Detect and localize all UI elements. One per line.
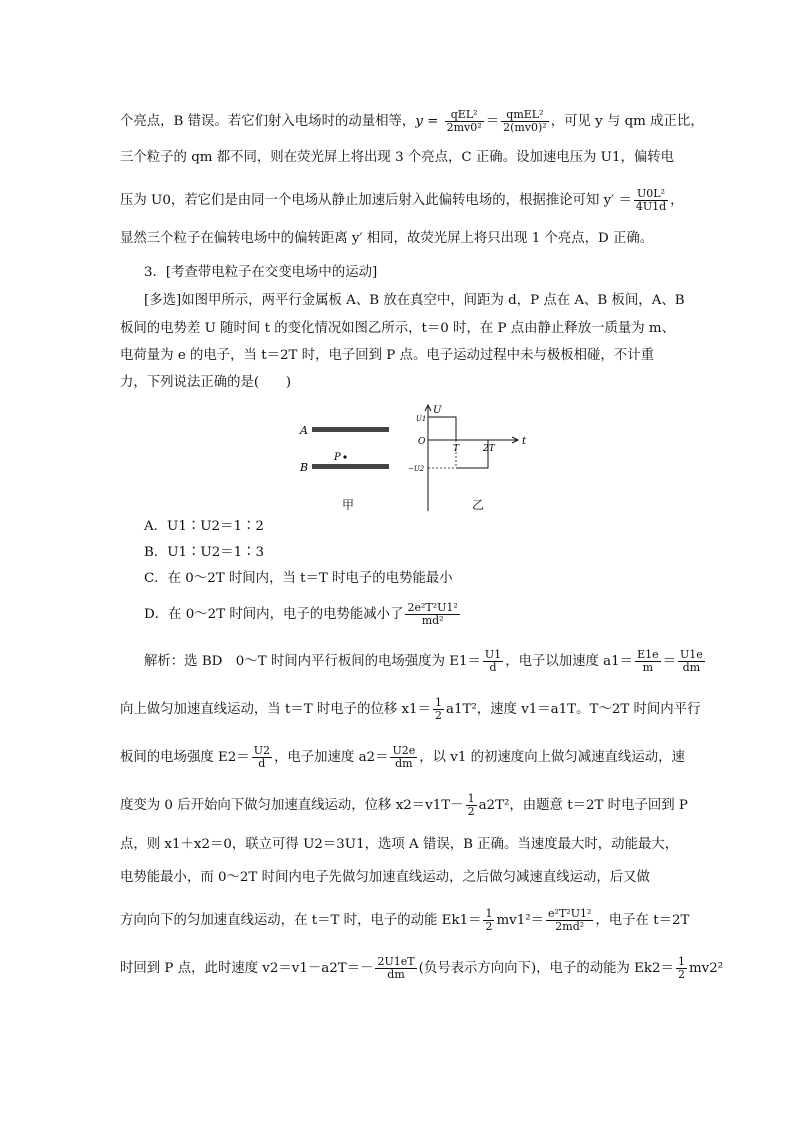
solution-line: 板间的电场强度 E2＝ $\frac{U2}{d}$ ，电子加速度 a2＝ $\frac{U2e}{dm}$ ，以 v1 的初速度向上做匀减速直线运动，速: [120, 744, 685, 770]
variable: y: [415, 114, 423, 129]
plate-a-label: A: [300, 424, 308, 437]
caption-jia: 甲: [342, 498, 355, 512]
tick-t-label: T: [453, 444, 460, 454]
text-line: [120, 188, 684, 213]
text-line: 个亮点，B 错误。若它们射入电场时的动量相等，y = $\frac{\text{qEL²}}{\text{2mv0²}}$ ＝ $\frac{\text{qmEL²}}{\text{2(mv0)²}}$ ，可见 y 与 qm 成正比，: [120, 108, 704, 134]
solution-line: 点，则 x1＋x2＝0，联立可得 U2＝3U1，选项 A 错误，B 正确。当速度最大时，动能最大，: [120, 837, 679, 852]
tick-2t-label: 2T: [483, 444, 495, 454]
solution-line: 解析：选 BD 0～T 时间内平行板间的电场强度为 E1＝ $\frac{U1}{d}$ ，电子以加速度 a1＝ $\frac{E1e}{m}$ ＝ $\frac{U1e}{dm}$: [144, 648, 703, 674]
text-segment: ，: [670, 193, 684, 208]
text-segment: 个亮点，B 错误。若它们射入电场时的动量相等，: [120, 114, 416, 129]
fraction: $\frac{1}{2}$: [434, 696, 442, 722]
question-line: 力，下列说法正确的是( ): [120, 375, 292, 390]
fraction: $\frac{U2}{d}$: [253, 744, 270, 770]
text-segment: ，可见 y 与 qm 成正比，: [550, 114, 704, 129]
t-axis-label: t: [522, 436, 527, 447]
fraction: $\frac{1}{2}$: [677, 955, 685, 981]
solution-line: 方向向下的匀加速直线运动，在 t＝T 时，电子的动能 Ek1＝ $\frac{1}{2}$ mv1²＝ $\frac{\text{e²T²U1²}}{\text{2md²}}$ ，电子在 t＝2T: [120, 907, 690, 933]
fraction: $\frac{\text{e²T²U1²}}{\text{2md²}}$: [548, 907, 592, 933]
fraction: $\frac{\text{U0L²}}{4U1d}$: [635, 187, 667, 213]
point-p-label: P: [334, 452, 341, 463]
fraction: $\frac{U1}{d}$: [484, 648, 502, 674]
option-c: C．在 0～2T 时间内，当 t＝T 时电子的电势能最小: [144, 571, 453, 586]
caption-yi: 乙: [472, 498, 485, 512]
fraction: $\frac{\text{qEL²}}{\text{2mv0²}}$: [446, 108, 482, 134]
figure-capacitor-and-voltage-graph: [290, 403, 540, 515]
solution-line: 度变为 0 后开始向下做匀加速直线运动，位移 x2＝v1T－ $\frac{1}{2}$ a2T²，由题意 t＝2T 时电子回到 P: [120, 792, 688, 818]
solution-line: 电势能最小，而 0～2T 时间内电子先做匀加速直线运动，之后做匀减速直线运动，后又做: [120, 870, 650, 885]
fraction: $\frac{\text{qmEL²}}{\text{2(mv0)²}}$: [503, 108, 547, 134]
text-segment: =: [422, 114, 443, 129]
u-axis-label: U: [433, 405, 442, 416]
fraction: $\frac{1}{2}$: [485, 907, 493, 933]
text-segment: 压为 U0，若它们是由同一个电场从静止加速后射入此偏转电场的，根据推论可知 y′ ＝: [120, 193, 632, 208]
fraction: $\frac{\text{2e²T²U1²}}{\text{md²}}$: [407, 601, 458, 627]
fraction: $\frac{U2e}{dm}$: [392, 744, 416, 770]
u1-label: U1: [416, 415, 427, 423]
waveform-positive: [428, 417, 456, 440]
plate-a: [312, 427, 389, 432]
question-line: [多选]如图甲所示，两平行金属板 A、B 放在真空中，间距为 d，P 点在 A、B 板间，A、B: [144, 293, 685, 308]
fraction: $\frac{2U1eT}{dm}$: [377, 955, 415, 981]
text-line: 三个粒子的 qm 都不同，则在荧光屏上将出现 3 个亮点，C 正确。设加速电压为 U1，偏转电: [120, 150, 675, 165]
option-d: [144, 602, 462, 627]
option-b: B．U1∶U2＝1∶3: [144, 545, 265, 560]
question-line: 电荷量为 e 的电子，当 t＝2T 时，电子回到 P 点。电子运动过程中未与极板相碰，不计重: [120, 348, 654, 363]
fraction: $\frac{U1e}{dm}$: [680, 648, 703, 674]
option-a: A．U1∶U2＝1∶2: [144, 519, 264, 534]
plate-b-label: B: [300, 461, 309, 474]
question-title: 3．[考查带电粒子在交变电场中的运动]: [144, 265, 378, 280]
origin-label: O: [418, 437, 426, 447]
plate-b: [312, 464, 389, 469]
point-p: [343, 455, 346, 458]
fraction: $\frac{1}{2}$: [467, 792, 475, 818]
fraction: $\frac{E1e}{m}$: [637, 648, 659, 674]
solution-line: 时回到 P 点，此时速度 v2＝v1－a2T＝－ $\frac{2U1eT}{dm}$ (负号表示方向向下)，电子的动能为 Ek2＝ $\frac{1}{2}$ mv2²: [120, 955, 724, 981]
question-line: 板间的电势差 U 随时间 t 的变化情况如图乙所示，t＝0 时，在 P 点由静止释放一质量为 m、: [120, 321, 675, 336]
text-line: 显然三个粒子在偏转电场中的偏转距离 y′ 相同，故荧光屏上将只出现 1 个亮点，D 正确。: [120, 231, 654, 246]
text-segment: D．在 0～2T 时间内，电子的电势能减小了: [144, 607, 404, 622]
solution-line: 向上做匀加速直线运动，当 t＝T 时电子的位移 x1＝ $\frac{1}{2}$ a1T²，速度 v1＝a1T。T～2T 时间内平行: [120, 696, 701, 722]
neg-u2-label: −U2: [408, 465, 425, 473]
